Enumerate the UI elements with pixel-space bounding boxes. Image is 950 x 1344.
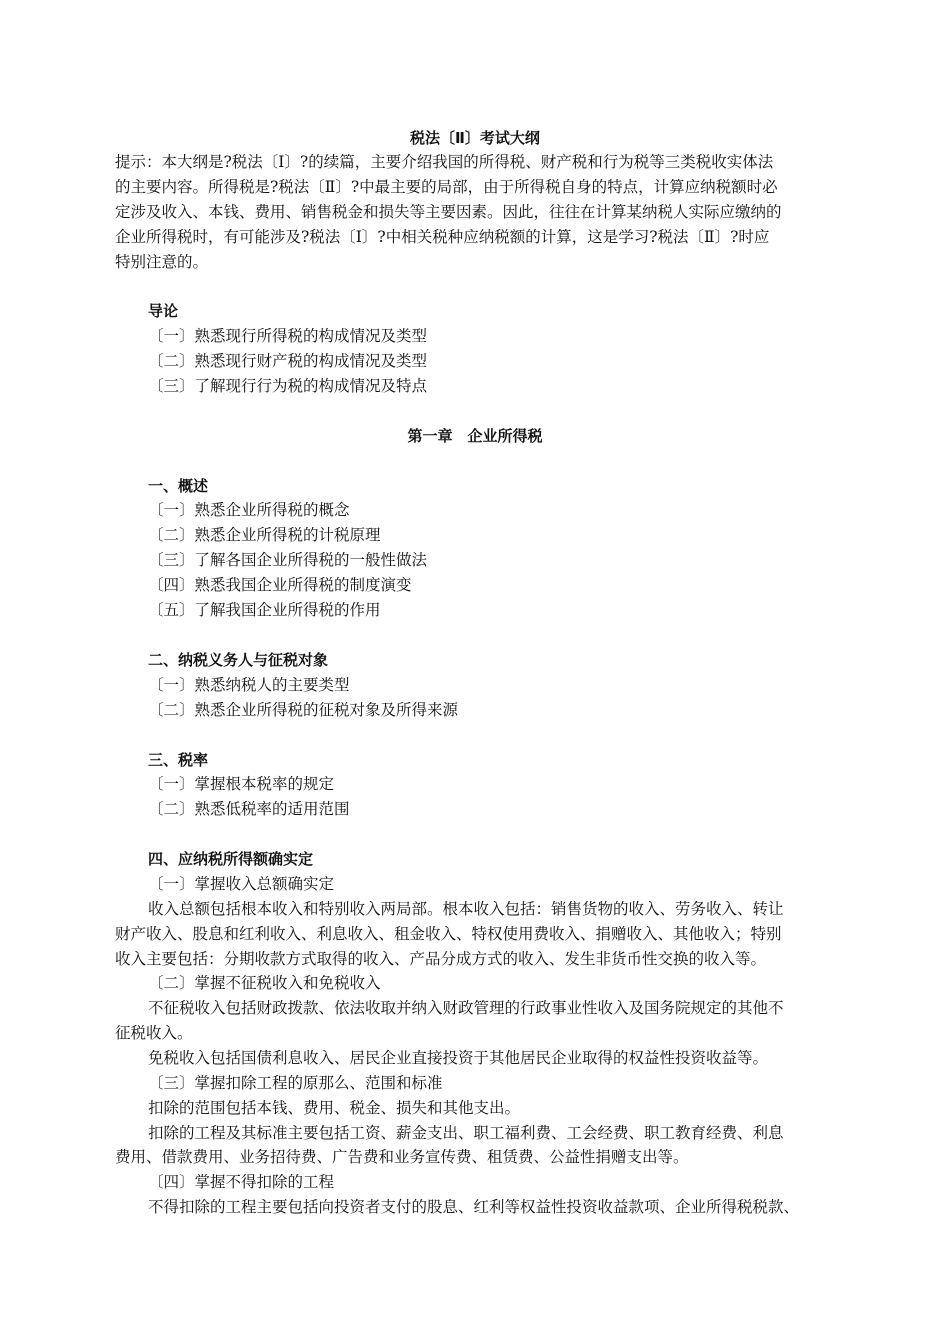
- paragraph-line: 收入总额包括根本收入和特别收入两局部。根本收入包括：销售货物的收入、劳务收入、转让: [148, 900, 784, 918]
- intro-line: 定涉及收入、本钱、费用、销售税金和损失等主要因素。因此，往往在计算某纳税人实际应缴纳的: [115, 203, 782, 221]
- list-item: 〔二〕熟悉低税率的适用范围: [148, 800, 350, 818]
- intro-line: 的主要内容。所得税是?税法〔Ⅱ〕?中最主要的局部，由于所得税自身的特点，计算应纳税额时必: [115, 178, 778, 196]
- list-item: 〔三〕了解现行行为税的构成情况及特点: [148, 377, 428, 395]
- paragraph-line: 不征税收入包括财政拨款、依法收取并纳入财政管理的行政事业性收入及国务院规定的其他不: [148, 999, 784, 1017]
- list-item: 〔五〕了解我国企业所得税的作用: [148, 601, 381, 619]
- subsection-heading: 〔三〕掌握扣除工程的原那么、范围和标准: [148, 1074, 443, 1092]
- paragraph-line: 免税收入包括国债利息收入、居民企业直接投资于其他居民企业取得的权益性投资收益等。: [148, 1049, 769, 1067]
- list-item: 〔四〕熟悉我国企业所得税的制度演变: [148, 576, 412, 594]
- list-item: 〔三〕了解各国企业所得税的一般性做法: [148, 551, 428, 569]
- paragraph-line: 费用、借款费用、业务招待费、广告费和业务宣传费、租赁费、公益性捐赠支出等。: [115, 1148, 689, 1166]
- intro-line: 特别注意的。: [115, 253, 209, 271]
- chapter-title: 第一章 企业所得税: [407, 427, 543, 445]
- paragraph-line: 扣除的范围包括本钱、费用、税金、损失和其他支出。: [148, 1099, 521, 1117]
- paragraph-line: 扣除的工程及其标准主要包括工资、薪金支出、职工福利费、工会经费、职工教育经费、利息: [148, 1124, 784, 1142]
- intro-line: 提示：本大纲是?税法〔Ⅰ〕?的续篇，主要介绍我国的所得税、财产税和行为税等三类税收实体法: [115, 153, 774, 171]
- subsection-heading: 〔二〕掌握不征税收入和免税收入: [148, 974, 381, 992]
- paragraph-line: 财产收入、股息和红利收入、利息收入、租金收入、特权使用费收入、捐赠收入、其他收入；特别: [115, 925, 782, 943]
- list-item: 〔二〕熟悉企业所得税的征税对象及所得来源: [148, 701, 459, 719]
- document-title: 税法〔Ⅱ〕考试大纲: [410, 129, 540, 147]
- list-item: 〔一〕掌握根本税率的规定: [148, 775, 335, 793]
- list-item: 〔一〕熟悉纳税人的主要类型: [148, 676, 350, 694]
- section-heading: 导论: [148, 302, 179, 320]
- section-heading: 一、概述: [148, 477, 209, 495]
- list-item: 〔二〕熟悉现行财产税的构成情况及类型: [148, 352, 428, 370]
- paragraph-line: 征税收入。: [115, 1024, 193, 1042]
- paragraph-line: 不得扣除的工程主要包括向投资者支付的股息、红利等权益性投资收益款项、企业所得税税款、: [148, 1198, 800, 1216]
- subsection-heading: 〔四〕掌握不得扣除的工程: [148, 1173, 335, 1191]
- subsection-heading: 〔一〕掌握收入总额确实定: [148, 875, 335, 893]
- paragraph-line: 收入主要包括：分期收款方式取得的收入、产品分成方式的收入、发生非货币性交换的收入等。: [115, 950, 767, 968]
- list-item: 〔二〕熟悉企业所得税的计税原理: [148, 526, 381, 544]
- list-item: 〔一〕熟悉企业所得税的概念: [148, 501, 350, 519]
- section-heading: 三、税率: [148, 751, 209, 769]
- section-heading: 四、应纳税所得额确实定: [148, 850, 314, 868]
- intro-line: 企业所得税时，有可能涉及?税法〔Ⅰ〕?中相关税种应纳税额的计算，这是学习?税法〔Ⅱ〕?时应: [115, 228, 770, 246]
- list-item: 〔一〕熟悉现行所得税的构成情况及类型: [148, 327, 428, 345]
- section-heading: 二、纳税义务人与征税对象: [148, 651, 329, 669]
